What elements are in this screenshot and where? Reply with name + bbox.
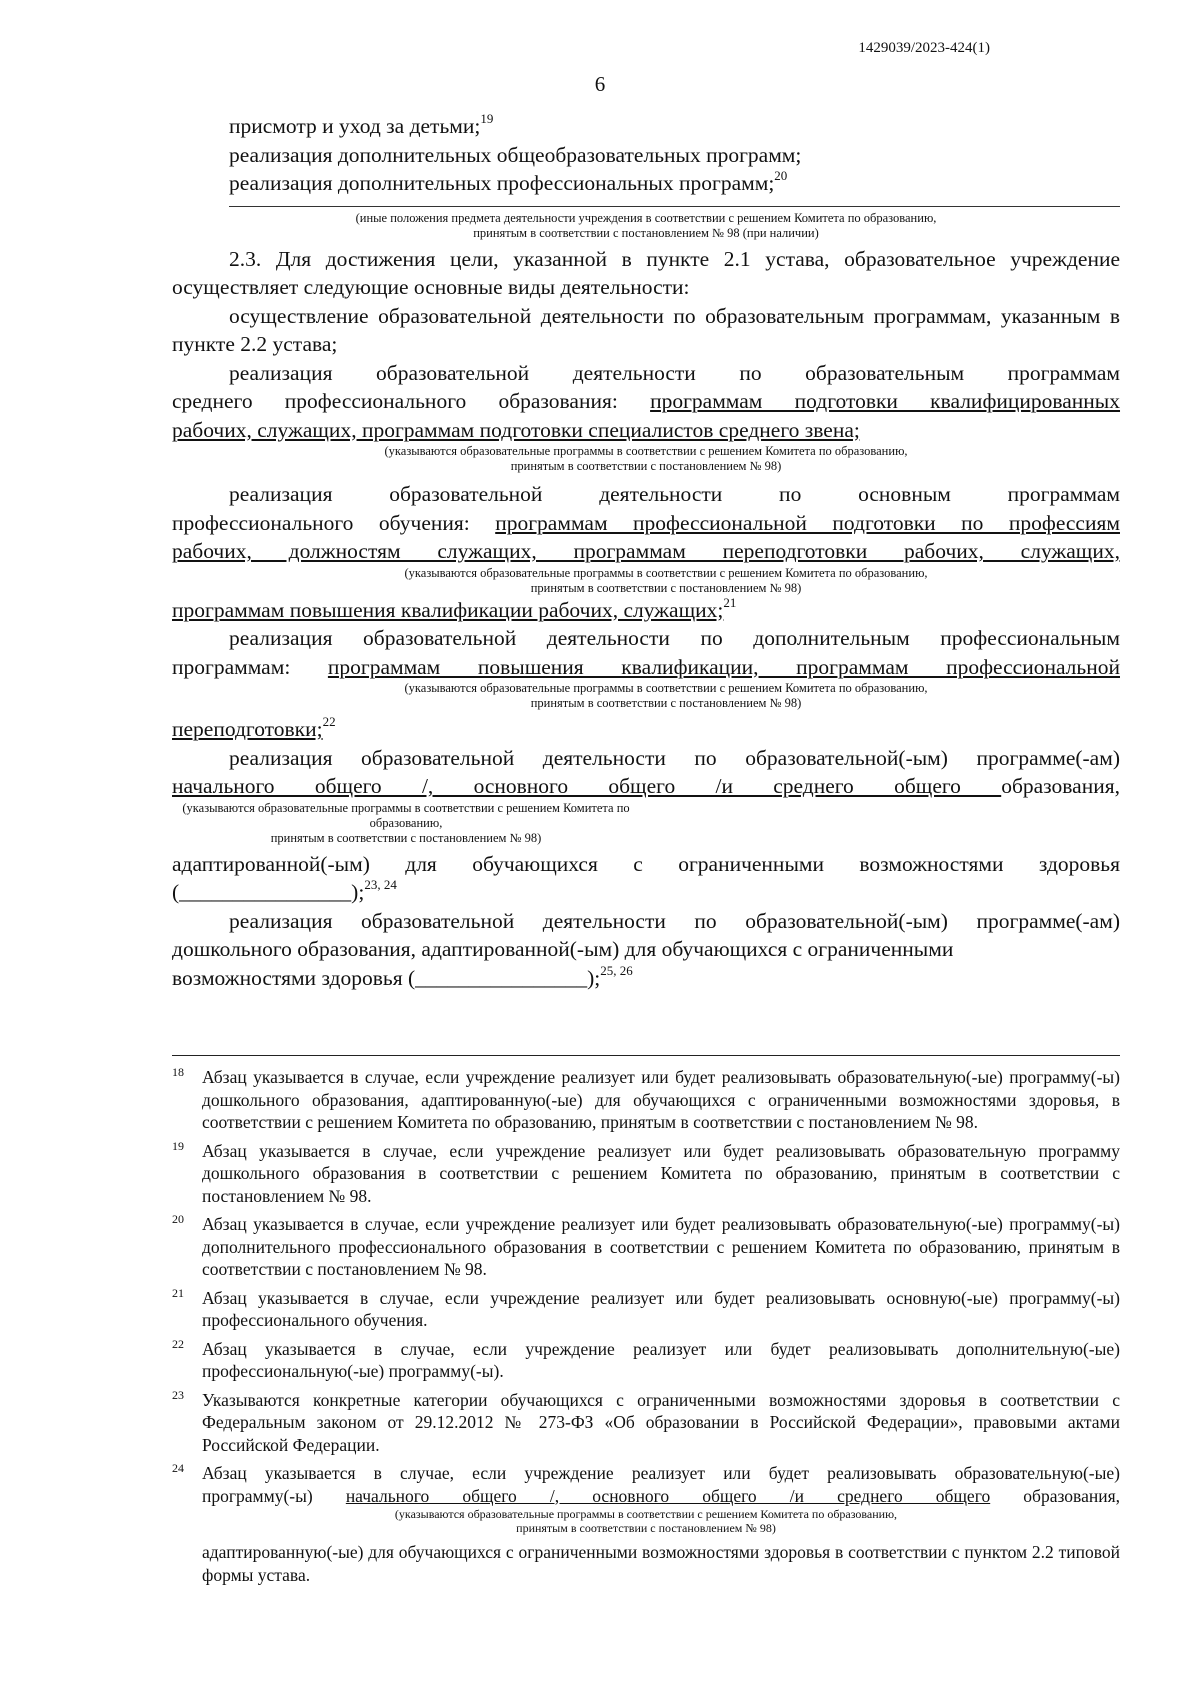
paragraph-line: программам повышения квалификации рабочих, служащих;$^{21}$ (172, 594, 737, 622)
hint-note: (иные положения предмета деятельности учреждения в соответствии с решением Комитета по образованию, принятым в соответствии с постановлением № 98 (при наличии) (355, 210, 937, 240)
paragraph-line: (________________);$^{23, 24}$ (172, 877, 397, 904)
hint-note: (указываются образовательные программы в соответствии с решением Комитета по образованию, принятым в соответствии с постановлением № 98) (404, 565, 928, 595)
paragraph-line: рабочих, должностям служащих, программам переподготовки рабочих, служащих, (172, 539, 1120, 563)
hint-note: (указываются образовательные программы в соответствии с решением Комитета по образованию, принятым в соответствии с постановлением № 98) (384, 444, 908, 473)
footnote-ref[interactable]: 19 (480, 111, 494, 126)
footnote-20: 20 Абзац указывается в случае, если учреждение реализует или будет реализовывать образовательную(-ые) программу(-ы) дополнительного профессионального образования в соответствии с решением Комитета по образованию, принятым в соответствии с постановлением № 98. (172, 1212, 1120, 1279)
paragraph-line: рабочих, служащих, программам подготовки специалистов среднего звена; (172, 417, 860, 442)
blank-field[interactable]: ________________ (415, 965, 588, 990)
footnote-18: 18 Абзац указывается в случае, если учреждение реализует или будет реализовывать образовательную(-ые) программу(-ы) дошкольного образования, адаптированную(-ые) для обучающихся с ограниченными возможностями здоровья, в соответствии с решением Комитета по образованию, принятым в соответствии с постановлением № 98. (172, 1065, 1120, 1132)
paragraph-line: среднего профессионального образования: программам подготовки квалифицированных (172, 389, 1121, 413)
paragraph-line: профессионального обучения: программам профессиональной подготовки по профессиям (172, 510, 1120, 535)
footnote-23: 23 Указываются конкретные категории обучающихся с ограниченными возможностями здоровья в соответствии с Федеральным законом от 29.12.2012 № 273-ФЗ «Об образовании в Российской Федерации», правовыми актами Российской Федерации. (172, 1387, 1120, 1455)
paragraph-line: реализация образовательной деятельности по дополнительным профессиональным (229, 626, 1120, 650)
document-number: 1429039/2023-424(1) (858, 40, 990, 56)
paragraph (172, 169, 1120, 198)
paragraph: реализация образовательной деятельности по образовательной(-ым) программе(-ам) дошкольного образования, адаптированной(-ым) для обучающихся с ограниченными (172, 908, 1120, 961)
hint-note: (указываются образовательные программы в соответствии с решением Комитета по образованию, принятым в соответствии с постановлением № 98) (394, 1507, 898, 1535)
paragraph (172, 112, 1120, 141)
paragraph-line: адаптированной(-ым) для обучающихся с ограниченными возможностями здоровья (172, 851, 1120, 876)
footnote-21: 21 Абзац указывается в случае, если учреждение реализует или будет реализовывать основную(-ые) программу(-ы) профессионального обучения. (172, 1285, 1120, 1330)
text: реализация дополнительных профессиональных программ; (229, 171, 775, 195)
footnote-ref[interactable]: 23, 24 (364, 877, 397, 892)
footnote-19: 19 Абзац указывается в случае, если учреждение реализует или будет реализовывать образовательную программу дошкольного образования в соответствии с решением Комитета по образованию, принятым в соответствии с постановлением № 98. (172, 1138, 1120, 1206)
footnote-ref[interactable]: 22 (322, 714, 336, 729)
hint-note: (указываются образовательные программы в соответствии с решением Комитета по образованию, принятым в соответствии с постановлением № 98) (182, 800, 630, 845)
page-number: 6 (594, 72, 606, 96)
footnote-separator (172, 1055, 1120, 1056)
paragraph-line: реализация образовательной деятельности по образовательной(-ым) программе(-ам) (229, 745, 1120, 770)
paragraph-line: реализация образовательной деятельности по образовательным программам (229, 360, 1120, 385)
footnote-ref[interactable]: 20 (774, 168, 788, 183)
blank-field[interactable]: ________________ (179, 880, 352, 904)
footnote-ref[interactable]: 21 (723, 594, 737, 610)
paragraph-2-3: 2.3. Для достижения цели, указанной в пункте 2.1 устава, образовательное учреждение осуществляет следующие основные виды деятельности: (172, 246, 1120, 299)
paragraph-line: начального общего /, основного общего /и среднего общего образования, (172, 774, 1120, 798)
paragraph-line: реализация образовательной деятельности по основным программам (229, 482, 1120, 506)
document-body (172, 112, 1120, 992)
footnotes (172, 1055, 1120, 1592)
footnote-ref[interactable]: 25, 26 (600, 962, 633, 978)
paragraph-line: программам: программам повышения квалификации, программам профессиональной (172, 654, 1120, 679)
text: присмотр и уход за детьми; (229, 114, 481, 138)
paragraph-line: переподготовки;$^{22}$ (172, 714, 336, 741)
footnote-24: 24 Абзац указывается в случае, если учреждение реализует или будет реализовывать образовательную(-ые) программу(-ы) начального общего /, основного общего /и среднего общего образования, (указываются образовательные программы в соответствии с решением Комитета по образованию, принятым в соответствии с постановлением № 98) адаптированную(-ые) для обучающихся с ограниченными возможностями здоровья в соответствии с пунктом 2.2 типовой формы устава. (172, 1461, 1120, 1585)
hint-note: (указываются образовательные программы в соответствии с решением Комитета по образованию, принятым в соответствии с постановлением № 98) (404, 681, 928, 710)
paragraph: осуществление образовательной деятельности по образовательным программам, указанным в пункте 2.2 устава; (172, 303, 1120, 356)
paragraph-line: возможностями здоровья (________________);$^{25, 26}$ (172, 962, 633, 990)
paragraph: реализация дополнительных общеобразовательных программ; (229, 142, 802, 167)
footnote-22: 22 Абзац указывается в случае, если учреждение реализует или будет реализовывать дополнительную(-ые) профессиональную(-ые) программу(-ы). (172, 1336, 1120, 1381)
